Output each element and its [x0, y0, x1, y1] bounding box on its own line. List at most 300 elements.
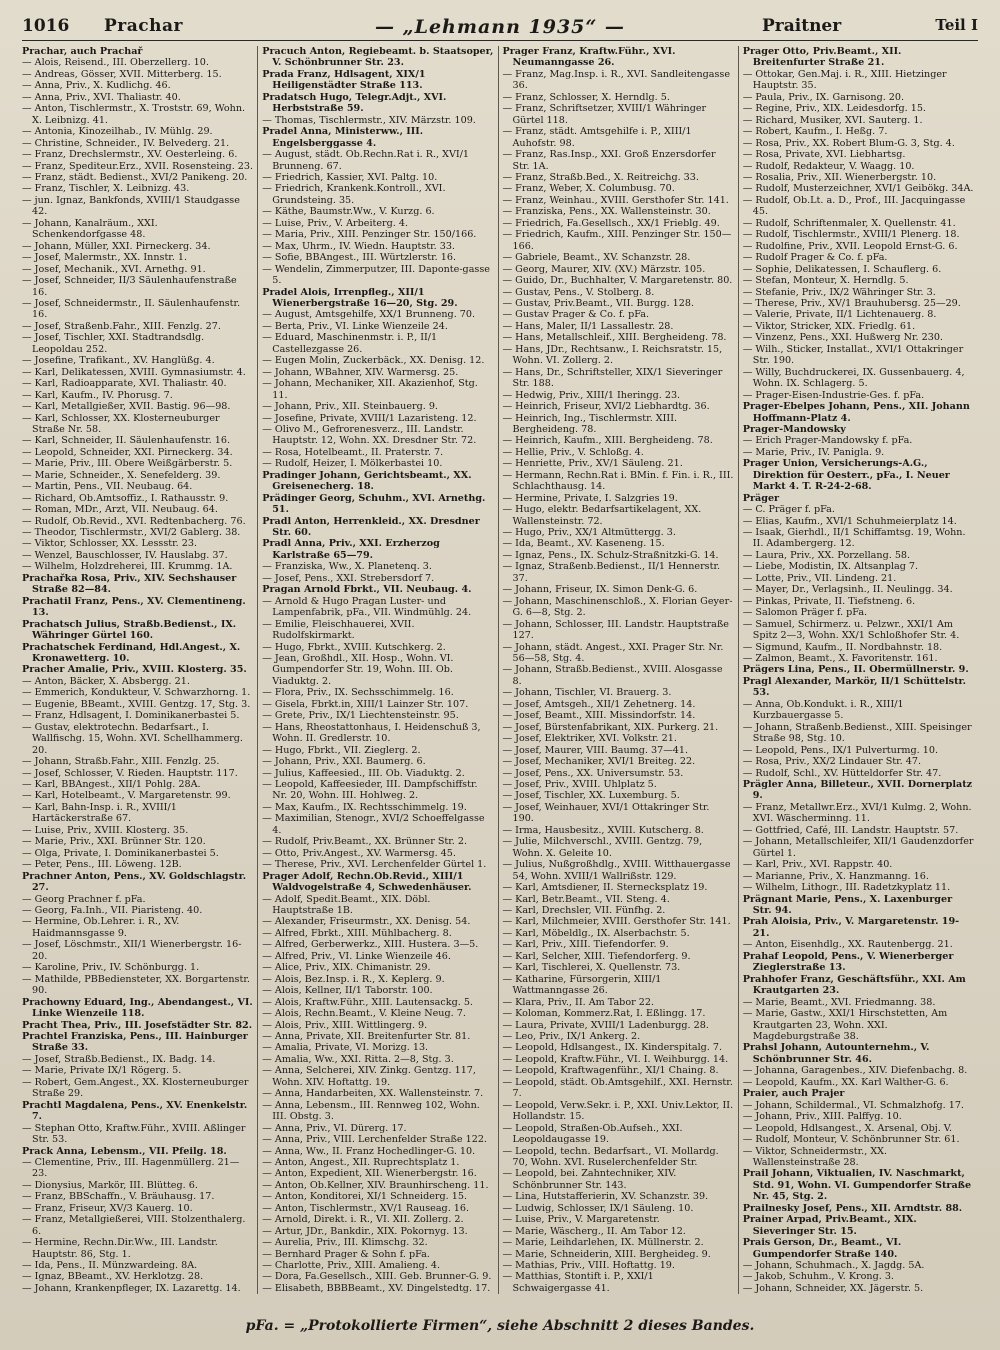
directory-entry: — Erich Prager-Mandowsky f. pFa. — [743, 435, 974, 446]
directory-entry: — Richard, Musiker, XVI. Sauterg. 1. — [743, 115, 974, 126]
directory-entry: — Hugo, Fbrkt., XVIII. Kutschkerg. 2. — [262, 642, 493, 653]
directory-entry: — Franz, BBSchaffn., V. Bräuhausg. 17. — [22, 1191, 253, 1202]
directory-entry: — Josef, Pens., XXI. Strebersdorf 7. — [262, 573, 493, 584]
directory-entry: — Johanna, Garagenbes., XIV. Diefenbachg. 8. — [743, 1065, 974, 1076]
directory-entry: — Hellie, Priv., V. Schloßg. 4. — [503, 447, 734, 458]
surname-entry: Pradatsch Hugo, Telegr.Adjt., XVI. Herbststraße 59. — [262, 91, 447, 115]
directory-entry: — Gustav Prager & Co. f. pFa. — [503, 309, 734, 320]
directory-entry: — Eduard, Maschinenmstr. i. P., II/1 Castellezgasse 26. — [262, 332, 493, 355]
directory-entry: — Pinkas, Private, II. Tiefstneng. 6. — [743, 596, 974, 607]
directory-entry: — Johann, Schneider, XX. Jägerstr. 5. — [743, 1283, 974, 1294]
directory-entry: — Alfred, Fbrkt., XIII. Mühlbacherg. 8. — [262, 928, 493, 939]
entry-columns — [22, 46, 978, 1294]
directory-entry: — Sigmund, Kaufm., II. Nordbahnstr. 18. — [743, 642, 974, 653]
directory-entry: — Josef, Schneidermstr., II. Säulenhaufenstr. 16. — [22, 298, 253, 321]
directory-entry: — Anton, Konditorei, XI/1 Schneiderg. 15. — [262, 1191, 493, 1202]
directory-entry: — Max, Kaufm., IX. Rechtsschimmelg. 19. — [262, 802, 493, 813]
directory-entry: — Alice, Priv., XIX. Chimanistr. 29. — [262, 962, 493, 973]
header-title: — „Lehmann 1935“ — — [375, 16, 625, 38]
directory-entry: — Friedrich, Kaufm., XIII. Penzinger Str. 150—166. — [503, 229, 734, 252]
directory-entry: — Johann, Krankenpfleger, IX. Lazarettg. 14. — [22, 1283, 253, 1294]
directory-entry: — Roman, MDr., Arzt, VII. Neubaug. 64. — [22, 504, 253, 515]
directory-entry: — Karl, Metallgießer, XVII. Bastig. 96—98. — [22, 401, 253, 412]
directory-entry: — Max, Uhrm., IV. Wiedn. Hauptstr. 33. — [262, 241, 493, 252]
directory-entry: — Anton, Bäcker, X. Absbergg. 21. — [22, 676, 253, 687]
directory-entry: — Ida, Pens., II. Münzwardeing. 8A. — [22, 1260, 253, 1271]
directory-entry: — Heinrich, Kaufm., XIII. Bergheideng. 78. — [503, 435, 734, 446]
directory-entry: — Franz, Mag.Insp. i. R., XVI. Sandleitengasse 36. — [503, 69, 734, 92]
directory-entry: — Katharine, Fürsorgerin, XIII/1 Wattmanngasse 26. — [503, 974, 734, 997]
directory-entry: — Viktor, Stricker, XIX. Friedlg. 61. — [743, 321, 974, 332]
directory-entry: — Johann, Kanalräum., XXI. Schenkendorfgasse 48. — [22, 218, 253, 241]
directory-entry: — Franz, Schlosser, X. Herndlg. 5. — [503, 92, 734, 103]
directory-entry: — Viktor, Schneidermstr., XX. Wallensteinstraße 28. — [743, 1146, 974, 1169]
directory-entry: — Richard, Ob.Amtsoffiz., I. Rathausstr. 9. — [22, 493, 253, 504]
directory-entry: — Franz, Metallwr.Erz., XVI/1 Kulmg. 2, Wohn. XVI. Wäscherminng. 11. — [743, 802, 974, 825]
directory-entry: — Olivo M., Gefrorenesverz., III. Landstr. Hauptstr. 12, Wohn. XX. Dresdner Str. 72. — [262, 424, 493, 447]
directory-entry: — Hermine, Private, I. Salzgries 19. — [503, 493, 734, 504]
directory-entry: — Anton, Expedient, XII. Wienerbergstr. 16. — [262, 1168, 493, 1179]
directory-entry: — Heinrich, Friseur, XVI/2 Liebhardtg. 36. — [503, 401, 734, 412]
directory-entry: — Martin, Pens., VII. Neubaug. 64. — [22, 481, 253, 492]
directory-entry: — Johann, Priv., XIII. Palffyg. 10. — [743, 1111, 974, 1122]
directory-entry: — Andreas, Gösser, XVII. Mitterberg. 15. — [22, 69, 253, 80]
directory-entry: — Marie, Schneiderin, XIII. Bergheideg. 9. — [503, 1249, 734, 1260]
directory-entry: — Hermann, Rechn.Rat i. BMin. f. Fin. i. R., III. Schlachthausg. 14. — [503, 470, 734, 493]
directory-entry: — Rudolf, Ob.Revid., XVI. Redtenbacherg. 76. — [22, 516, 253, 527]
directory-entry: — Leopold, Kaufm., XX. Karl Walther-G. 6. — [743, 1077, 974, 1088]
surname-entry: Prah Aloisia, Priv., V. Margaretenstr. 19-21. — [742, 916, 960, 939]
directory-entry: — Gustav, Priv.Beamt., VII. Burgg. 128. — [503, 298, 734, 309]
directory-entry: — Stefanie, Priv., IX/2 Währinger Str. 3. — [743, 287, 974, 298]
directory-entry: — Anna, Priv., X. Kudlichg. 46. — [22, 80, 253, 91]
directory-entry: — Hermine, Rechn.Dir.Ww., III. Landstr. Hauptstr. 86, Stg. 1. — [22, 1237, 253, 1260]
surname-entry: Prachatil Franz, Pens., XV. Clementineng. 13. — [22, 595, 246, 619]
surname-entry: Pragl Alexander, Markör, II/1 Schüttelstr. 53. — [742, 675, 967, 699]
header-first-entry: Prachar — [104, 16, 183, 36]
directory-entry: — Artur, JDr., Bankdir., XIX. Pokornyg. 13. — [262, 1226, 493, 1237]
directory-entry: — Johann, Friseur, IX. Simon Denk-G. 6. — [503, 584, 734, 595]
directory-entry: — Peter, Pens., III. Löweng. 12B. — [22, 859, 253, 870]
directory-entry: — Rudolf, Heizer, I. Mölkerbastei 10. — [262, 458, 493, 469]
directory-entry: — Josef, Löschmstr., XII/1 Wienerbergstr. 16-20. — [22, 939, 253, 962]
directory-entry: — Johann, Mechaniker, XII. Akazienhof, Stg. 11. — [262, 378, 493, 401]
directory-entry: — Johann, WBahner, XIV. Warmersg. 25. — [262, 367, 493, 378]
directory-entry: — C. Präger f. pFa. — [743, 504, 974, 515]
directory-entry: — Marie, Gastw., XXI/1 Hirschstetten, Am Krautgarten 23, Wohn. XXI. Magdeburgstraße 38. — [743, 1008, 974, 1042]
directory-entry: — Friedrich, Fa.Gesellsch., XX/1 Frieblg. 49. — [503, 218, 734, 229]
directory-entry: — Leopold, Schneider, XXI. Pirneckerg. 34. — [22, 447, 253, 458]
directory-entry: — Rudolf, Priv.Beamt., XX. Brünner Str. 2. — [262, 836, 493, 847]
directory-entry: — Stephan Otto, Kraftw.Führ., XVIII. Aßlinger Str. 53. — [22, 1123, 253, 1146]
directory-entry: — Jakob, Schuhm., V. Krong. 3. — [743, 1271, 974, 1282]
directory-entry: — Wenzel, Bauschlosser, IV. Hauslabg. 37. — [22, 550, 253, 561]
directory-entry: — Alois, Bez.Insp. i. R., X. Keplerg. 9. — [262, 974, 493, 985]
directory-entry: — Josef, Mechanik., XVI. Arnethg. 91. — [22, 264, 253, 275]
directory-entry: — Hedwig, Priv., XIII/1 Iheringg. 23. — [503, 390, 734, 401]
directory-entry: — Leo, Priv., IX/1 Ankerg. 2. — [503, 1031, 734, 1042]
directory-entry: — Rosalia, Priv., XII. Wienerbergstr. 10. — [743, 172, 974, 183]
directory-entry: — Johann, Priv., XII. Steinbauerg. 9. — [262, 401, 493, 412]
directory-entry: — Samuel, Schirmerz. u. Pelzwr., XXI/1 Am Spitz 2—3, Wohn. XX/1 Schloßhofer Str. 4. — [743, 619, 974, 642]
directory-entry: — Anna, Priv., VIII. Lerchenfelder Straße 122. — [262, 1134, 493, 1145]
directory-entry: — Christine, Schneider., IV. Belvederg. 21. — [22, 138, 253, 149]
directory-entry: — Karl, Priv., XVI. Rappstr. 40. — [743, 859, 974, 870]
surname-entry: Prahaf Leopold, Pens., V. Wienerberger Zieglerstraße 13. — [742, 950, 954, 974]
directory-entry: — Luise, Priv., V. Margaretenstr. — [503, 1214, 734, 1225]
header-last-entry: Praitner — [762, 16, 842, 36]
directory-entry: — Rosa, Priv., XX/2 Lindauer Str. 47. — [743, 756, 974, 767]
directory-entry: — Elisabeth, BBBBeamt., XV. Dingelstedtg. 17. — [262, 1283, 493, 1294]
directory-entry: — Franz, Schriftsetzer, XVIII/1 Währinger Gürtel 118. — [503, 103, 734, 126]
directory-entry: — Franziska, Ww., X. Planetenq. 3. — [262, 561, 493, 572]
directory-entry: — Karl, Schneider, II. Säulenhaufenstr. 16. — [22, 435, 253, 446]
directory-entry: — Friedrich, Krankenk.Kontroll., XVI. Grundsteing. 35. — [262, 183, 493, 206]
directory-entry: — Karl, BBAngest., XII/1 Pohlg. 28A. — [22, 779, 253, 790]
surname-entry: Prachtl Magdalena, Pens., XV. Enenkelstr. 7. — [22, 1099, 248, 1123]
directory-entry: — Franz, städt. Bedienst., XVI/2 Panikeng. 20. — [22, 172, 253, 183]
directory-entry: — Alois, Rechn.Beamt., V. Kleine Neug. 7. — [262, 1008, 493, 1019]
directory-entry: — August, städt. Ob.Rechn.Rat i. R., XVI/1 Brunneng. 67. — [262, 149, 493, 172]
surname-entry: Prais Gerson, Dr., Beamt., VI. Gumpendorfer Straße 140. — [742, 1237, 902, 1260]
directory-entry: — Vinzenz, Pens., XXI. Hußwerg Nr. 230. — [743, 332, 974, 343]
directory-entry: — Anna, Ww., II. Franz Hochedlinger-G. 10. — [262, 1146, 493, 1157]
directory-entry: — Alois, Priv., XIII. Wittlingerg. 9. — [262, 1020, 493, 1031]
surname-entry: Prager Otto, Priv.Beamt., XII. Breitenfurter Straße 21. — [742, 46, 902, 69]
directory-entry: — Anton, Tischlermstr., XV/1 Rauseag. 16. — [262, 1203, 493, 1214]
directory-entry: — Maximilian, Stenogr., XVI/2 Schoeffelgasse 4. — [262, 813, 493, 836]
directory-entry: — Karl, Amtsdiener, II. Sternecksplatz 19. — [503, 882, 734, 893]
directory-entry: — Heinrich, Ing., Tischlermstr. XIII. Bergheideng. 78. — [503, 413, 734, 436]
directory-entry: — Käthe, Baumstr.Ww., V. Kurzg. 6. — [262, 206, 493, 217]
directory-entry: — Franz, städt. Amtsgehilfe i. P., XIII/1 Auhofstr. 98. — [503, 126, 734, 149]
surname-entry: Prager Franz, Kraftw.Führ., XVI. Neumanngasse 26. — [502, 46, 676, 69]
directory-entry: — Josef, Beamt., XIII. Missindorfstr. 14. — [503, 710, 734, 721]
directory-entry: — Franz, Friseur, XV/3 Kauerg. 10. — [22, 1203, 253, 1214]
directory-entry: — Irma, Hausbesitz., XVIII. Kutscherg. 8. — [503, 825, 734, 836]
page-header — [22, 14, 978, 41]
directory-entry: — Wilhelm, Holzdreherei, III. Krummg. 1A. — [22, 561, 253, 572]
directory-entry: — Leopold, Straßen-Ob.Aufseh., XXI. Leopoldaugasse 19. — [503, 1123, 734, 1146]
directory-entry: — Johann, Straßb.Bedienst., XVIII. Alosgasse 8. — [503, 664, 734, 687]
directory-entry: — Alois, Kellner, II/1 Taborstr. 100. — [262, 985, 493, 996]
directory-entry: — Josef, Priv., XVIII. Uhlplatz 5. — [503, 779, 734, 790]
directory-entry: — Sophie, Delikatessen, I. Schauflerg. 6. — [743, 264, 974, 275]
directory-entry: — Johann, Metallschleifer, XII/1 Gaudenzdorfer Gürtel 1. — [743, 836, 974, 859]
directory-entry: — Hermine, Ob.Lehrer. i. R., XV. Haidmannsgasse 9. — [22, 916, 253, 939]
directory-entry: — Josef, Straßenb.Fahr., XIII. Fenzlg. 27. — [22, 321, 253, 332]
directory-entry: — Marie, Leihdarlehen, IX. Müllnerstr. 2. — [503, 1237, 734, 1248]
directory-entry: — Franz, Weinhau., XVIII. Gersthofer Str. 141. — [503, 195, 734, 206]
directory-entry: — Hugo, Priv., XX/1 Altmüttergg. 3. — [503, 527, 734, 538]
directory-entry: — Anna, Private, XII. Breitenfurter Str. 81. — [262, 1031, 493, 1042]
surname-entry: Pradinger Johann, Gerichtsbeamt., XX. Greisenecherg. 18. — [262, 469, 472, 493]
surname-entry: Prägers Lina, Pens., II. Obermüllnerstr. 9. — [742, 664, 969, 676]
directory-entry: — Johann, Straßb.Fahr., XIII. Fenzlg. 25. — [22, 756, 253, 767]
directory-entry: — Marianne, Priv., X. Hanzmanng. 16. — [743, 871, 974, 882]
directory-entry: — Liebe, Modistin, IX. Altsanplag 7. — [743, 561, 974, 572]
directory-entry: — Lotte, Priv., VII. Lindeng. 21. — [743, 573, 974, 584]
directory-entry: — Arnold, Direkt. i. R., VI. XII. Zollerg. 2. — [262, 1214, 493, 1225]
directory-entry: — Emmerich, Kondukteur, V. Schwarzhorng. 1. — [22, 687, 253, 698]
directory-entry: — Viktor, Schlosser, XX. Lessstr. 23. — [22, 538, 253, 549]
directory-entry: — Josef, Tischler, XXI. Stadtrandsdlg. Leopoldau 252. — [22, 332, 253, 355]
surname-entry: Pradel Alois, Irrenpfleg., XII/1 Wienerbergstraße 16—20, Stg. 29. — [262, 286, 458, 309]
directory-entry: — Henriette, Priv., XV/1 Säuleng. 21. — [503, 458, 734, 469]
directory-entry: — Josefine, Private, XVIII/1 Lazaristeng. 12. — [262, 413, 493, 424]
directory-entry: — Matthias, Stontift i. P., XXI/1 Schwaigergasse 41. — [503, 1271, 734, 1294]
directory-entry: — Theodor, Tischlermstr., XVI/2 Gablerg. 38. — [22, 527, 253, 538]
directory-entry: — Luise, Priv., XVIII. Klosterg. 35. — [22, 825, 253, 836]
directory-entry: — Anton, Tischlermstr., X. Troststr. 69, Wohn. X. Leibnizg. 41. — [22, 103, 253, 126]
surname-entry: Pragan Arnold Fbrkt., VII. Neubaug. 4. — [262, 584, 472, 596]
directory-entry: — Alois, Kraftw.Führ., XIII. Lautensackg. 5. — [262, 997, 493, 1008]
directory-entry: — Josef, Amtsgeh., XII/1 Zehetnerg. 14. — [503, 699, 734, 710]
directory-entry: — Karl, Priv., XIII. Tiefendorfer. 9. — [503, 939, 734, 950]
directory-entry: — Anna, Handarbeiten, XX. Wallensteinstr. 7. — [262, 1088, 493, 1099]
directory-entry: — Anna, Lebensm., III. Rennweg 102, Wohn. III. Obstg. 3. — [262, 1100, 493, 1123]
directory-entry: — Julie, Milchverschl., XVIII. Gentzg. 79, Wohn. X. Geleite 10. — [503, 836, 734, 859]
directory-entry: — Rudolf, Tischlermstr., XVIII/1 Plenerg. 18. — [743, 229, 974, 240]
directory-entry: — Rosa, Hotelbeamt., II. Praterstr. 7. — [262, 447, 493, 458]
directory-entry: — Hugo, Fbrkt., VII. Zieglerg. 2. — [262, 745, 493, 756]
surname-entry: Prachner Anton, Pens., XV. Goldschlagstr. 27. — [22, 870, 247, 894]
directory-entry: — Clementine, Priv., III. Hagenmüllerg. 21—23. — [22, 1157, 253, 1180]
directory-entry: — Guido, Dr., Buchhalter, V. Margaretenstr. 80. — [503, 275, 734, 286]
directory-entry: — Franz, Tischler, X. Leibnizg. 43. — [22, 183, 253, 194]
directory-entry: — Josef, Malermstr., XX. Innstr. 1. — [22, 252, 253, 263]
surname-entry: Prager Adolf, Rechn.Ob.Revid., XIII/1 Waldvogelstraße 4, Schwedenhäuser. — [262, 870, 472, 894]
directory-entry: — Johann, städt. Angest., XXI. Prager Str. Nr. 56—58, Stg. 4. — [503, 642, 734, 665]
directory-entry: — Otto, Priv.Angest., XV. Warmersg. 45. — [262, 848, 493, 859]
directory-entry: — Hugo, elektr. Bedarfsartikelagent, XX. Wallensteinstr. 72. — [503, 504, 734, 527]
directory-entry: — Anna, Ob.Kondukt. i. R., XIII/1 Kurzbauergasse 5. — [743, 699, 974, 722]
directory-entry: — Johann, Schlosser, III. Landstr. Hauptstraße 127. — [503, 619, 734, 642]
directory-entry: — Karoline, Priv., IV. Schönburgg. 1. — [22, 962, 253, 973]
directory-entry: — Olga, Private, I. Dominikanerbastei 5. — [22, 848, 253, 859]
directory-entry: — Emilie, Fleischhauerei, XVII. Rudolfskirmarkt. — [262, 619, 493, 642]
directory-entry: — Josef, Schlosser, V. Rieden. Hauptstr. 117. — [22, 768, 253, 779]
surname-entry: Pracuch Anton, Regiebeamt. b. Staatsoper, V. Schönbrunner Str. 23. — [262, 46, 494, 69]
directory-entry: — Ignaz, Straßenb.Bedienst., II/1 Hennerstr. 37. — [503, 561, 734, 584]
directory-entry: — Johann, Priv., XXI. Baumerg. 6. — [262, 756, 493, 767]
surname-entry: Prager-Ebelpes Johann, Pens., XII. Johann Hoffmann-Platz 4. — [742, 401, 970, 424]
surname-entry: Pradl Anton, Herrenkleid., XX. Dresdner Str. 60. — [262, 515, 480, 539]
directory-entry: — Rudolf, Monteur, V. Schönbrunner Str. 61. — [743, 1134, 974, 1145]
directory-entry: — Rudolf, Musterzeichner, XVI/1 Geibökg. 34A. — [743, 183, 974, 194]
directory-entry: — Marie, Priv., IV. Panigla. 9. — [743, 447, 974, 458]
directory-entry: — Eugenie, BBeamt., XVIII. Gentzg. 17, Stg. 3. — [22, 699, 253, 710]
directory-entry: — Aurelia, Priv., III. Klimschg. 32. — [262, 1237, 493, 1248]
directory-entry: — Josefine, Trafikant., XV. Hanglüßg. 4. — [22, 355, 253, 366]
page-footer: pFa. = „Protokollierte Firmen“, siehe Abschnitt 2 dieses Bandes. — [245, 1318, 755, 1334]
directory-entry: — Johann, Müller, XXI. Pirneckerg. 34. — [22, 241, 253, 252]
directory-entry: — Klara, Priv., II. Am Tabor 22. — [503, 997, 734, 1008]
directory-entry: — Robert, Kaufm., I. Heßg. 7. — [743, 126, 974, 137]
directory-entry: — Franz, Ras.Insp., XXI. Groß Enzersdorfer Str. 1A. — [503, 149, 734, 172]
directory-entry: — Gabriele, Beamt., XV. Schanzstr. 28. — [503, 252, 734, 263]
directory-entry: — Hans, Rheostattonhaus, I. Heidenschuß 3, Wohn. II. Gredlerstr. 10. — [262, 722, 493, 745]
directory-entry: — Anton, Eisenhdlg., XX. Rautenbergg. 21. — [743, 939, 974, 950]
directory-entry: — Marie, Private IX/1 Rögerg. 5. — [22, 1065, 253, 1076]
directory-entry: — Marie, Priv., XXI. Brünner Str. 120. — [22, 836, 253, 847]
directory-entry: — Valerie, Private, II/1 Lichtenauerg. 8. — [743, 309, 974, 320]
directory-entry: — Georg, Maurer, XIV. (XV.) Märzstr. 105. — [503, 264, 734, 275]
surname-entry: Prägler Anna, Billeteur., XVII. Dornerplatz 9. — [742, 779, 973, 802]
directory-entry: — Salomon Präger f. pFa. — [743, 607, 974, 618]
directory-entry: — Anton, Angest., XII. Ruprechtsplatz 1. — [262, 1157, 493, 1168]
directory-entry: — Karl, Selcher, XIII. Tiefendorferg. 9. — [503, 951, 734, 962]
surname-entry: Praier, auch Prajer — [742, 1088, 845, 1100]
directory-entry: — Jean, Großhdl., XII. Hosp., Wohn. VI. Gumpendorfer Str. 19, Wohn. III. Ob. Viaduktg. 2. — [262, 653, 493, 687]
directory-entry: — Therese, Priv., XVI. Lerchenfelder Gürtel 1. — [262, 859, 493, 870]
directory-entry: — Laura, Private, XVIII/1 Ladenburgg. 28. — [503, 1020, 734, 1031]
directory-entry: — Wilh., Sticker, Installat., XVI/1 Ottakringer Str. 190. — [743, 344, 974, 367]
surname-entry: Prachatschek Ferdinand, Hdl.Angest., X. Kronawetterg. 10. — [22, 641, 241, 665]
directory-entry: — Hans, JDr., Rechtsanw., I. Reichsratstr. 15, Wohn. VI. Zollerg. 2. — [503, 344, 734, 367]
directory-entry: — Leopold, Kraftwagenführ., XI/1 Chaing. 8. — [503, 1065, 734, 1076]
directory-entry: — Friedrich, Kassier, XVI. Paltg. 10. — [262, 172, 493, 183]
directory-entry: — Rudolf, Ob.Lt. a. D., Prof., III. Jacquingasse 45. — [743, 195, 974, 218]
surname-entry: Prack Anna, Lebensm., VII. Pfeilg. 18. — [22, 1145, 227, 1157]
column-2 — [257, 46, 497, 1294]
directory-entry: — Alois, Reisend., III. Oberzellerg. 10. — [22, 57, 253, 68]
directory-entry: — Leopold, städt. Ob.Amtsgehilf., XXI. Hernstr. 7. — [503, 1077, 734, 1100]
directory-entry: — Franziska, Pens., XX. Wallensteinstr. 30. — [503, 206, 734, 217]
surname-entry: Präger — [742, 492, 780, 504]
directory-entry: — Karl, Hotelbeamt., V. Margaretenstr. 99. — [22, 790, 253, 801]
directory-entry: — Marie, Beamt., XVI. Friedmanng. 38. — [743, 997, 974, 1008]
directory-entry: — Luise, Priv., V. Arbeiterg. 4. — [262, 218, 493, 229]
surname-entry: Prachar, auch Prachař — [22, 46, 143, 57]
directory-entry: — Paula, Priv., IX. Garnisong. 20. — [743, 92, 974, 103]
directory-entry: — Rudolf, Schriftenmaler, X. Quellenstr. 41. — [743, 218, 974, 229]
surname-entry: Prachatsch Julius, Straßb.Bedienst., IX. Währinger Gürtel 160. — [22, 618, 237, 642]
directory-entry: — Elias, Kaufm., XVI/1 Schuhmeierplatz 14. — [743, 516, 974, 527]
directory-entry: — Amalia, Ww., XXI. Ritta. 2—8, Stg. 3. — [262, 1054, 493, 1065]
directory-entry: — Leopold, techn. Bedarfsart., VI. Mollardg. 70, Wohn. XVI. Ruselerchenfelder Str. — [503, 1146, 734, 1169]
directory-entry: — Josef, Pens., XX. Universumstr. 53. — [503, 768, 734, 779]
surname-entry: Prädinger Georg, Schuhm., XVI. Arnethg. 51. — [262, 492, 486, 516]
directory-entry: — Franz, Weber, X. Columbusg. 70. — [503, 183, 734, 194]
directory-entry: — Johann, Straßenb.Bedienst., XIII. Speisinger Straße 98, Stg. 10. — [743, 722, 974, 745]
directory-entry: — Anna, Priv., XVI. Thaliastr. 40. — [22, 92, 253, 103]
column-3 — [498, 46, 738, 1294]
directory-entry: — Rudolf, Redakteur, V. Waagg. 10. — [743, 161, 974, 172]
directory-entry: — Rosa, Private, XVI. Liebhartsg. — [743, 149, 974, 160]
directory-entry: — Gisela, Fbrkt.in, XIII/1 Lainzer Str. 107. — [262, 699, 493, 710]
directory-entry: — Gustav, elektrotechn. Bedarfsart., I. Wallfischg. 15, Wohn. XVI. Schellhammerg. 20. — [22, 722, 253, 756]
directory-entry: — Leopold, bei. Zahntechniker, XIV. Schönbrunner Str. 143. — [503, 1168, 734, 1191]
directory-entry: — Marie, Schneider., X. Senefelderg. 39. — [22, 470, 253, 481]
directory-entry: — Anna, Priv., VI. Dürerg. 17. — [262, 1123, 493, 1134]
directory-entry: — Wendelin, Zimmerputzer, III. Daponte-gasse 5. — [262, 264, 493, 287]
directory-entry: — Rudolf Prager & Co. f. pFa. — [743, 252, 974, 263]
directory-entry: — Amalia, Private, VI. Morizg. 13. — [262, 1042, 493, 1053]
directory-entry: — Karl, Betr.Beamt., VII. Steng. 4. — [503, 894, 734, 905]
directory-entry: — Franz, Hdlsagent, I. Dominikanerbastei 5. — [22, 710, 253, 721]
directory-entry: — Hans, Metallschleif., XIII. Bergheideng. 78. — [503, 332, 734, 343]
directory-entry: — Josef, Schneider, II/3 Säulenhaufenstraße 16. — [22, 275, 253, 298]
directory-entry: — Johann, Schuhmach., X. Jagdg. 5A. — [743, 1260, 974, 1271]
directory-entry: — Josef, Weinhauer, XVI/1 Ottakringer Str. 190. — [503, 802, 734, 825]
directory-entry: — Charlotte, Priv., XIII. Amalieng. 4. — [262, 1260, 493, 1271]
directory-entry: — Karl, Drechsler, VII. Fünfhg. 2. — [503, 905, 734, 916]
directory-entry: — Ignaz, Pens., IX. Schulz-Straßnitzki-G. 14. — [503, 550, 734, 561]
directory-entry: — Marie, Priv., III. Obere Weißgärberstr. 5. — [22, 458, 253, 469]
directory-entry: — Karl, Tischlerei, X. Quellenstr. 73. — [503, 962, 734, 973]
surname-entry: Pradl Anna, Priv., XXI. Erzherzog Karlstraße 65—79. — [262, 538, 440, 561]
surname-entry: Prägnant Marie, Pens., X. Laxenburger Str. 94. — [742, 893, 953, 916]
directory-entry: — Alexander, Friseurmstr., XX. Denisg. 54. — [262, 916, 493, 927]
directory-entry: — Josef, Maurer, VIII. Baumg. 37—41. — [503, 745, 734, 756]
directory-entry: — Georg Prachner f. pFa. — [22, 894, 253, 905]
surname-entry: Prager Union, Versicherungs-A.G., Direktion für Oesterr., pFa., I. Neuer Markt 4. T. R-24-2-68. — [742, 458, 950, 493]
directory-entry: — Regine, Priv., XIX. Leidesdorfg. 15. — [743, 103, 974, 114]
directory-entry: — Julius, Nußgroßhdlg., XVIII. Witthauergasse 54, Wohn. XVIII/1 Wallrißstr. 129. — [503, 859, 734, 882]
directory-entry: — Franz, Drechslermstr., XV. Oesterleing. 6. — [22, 149, 253, 160]
directory-entry: — Ida, Beamt., XV. Kaseneng. 15. — [503, 538, 734, 549]
directory-entry: — Mathias, Priv., VIII. Hoftattg. 19. — [503, 1260, 734, 1271]
directory-entry: — Hans, Maler, II/1 Lassallestr. 28. — [503, 321, 734, 332]
directory-entry: — Gustav, Pens., V. Stolberg. 8. — [503, 287, 734, 298]
directory-entry: — Rudolfine, Priv., XVII. Leopold Ernst-G. 6. — [743, 241, 974, 252]
surname-entry: Pracher Amalie, Priv., XVIII. Klosterg. 35. — [22, 664, 247, 676]
directory-entry: — Laura, Priv., XX. Porzellang. 58. — [743, 550, 974, 561]
directory-entry: — Leopold, Kraftw.Führ., VI. I. Weihburgg. 14. — [503, 1054, 734, 1065]
surname-entry: Prahhofer Franz, Geschäftsführ., XXI. Am Krautgarten 23. — [742, 973, 966, 997]
directory-entry: — Karl, Möbeldlg., IX. Alserbachstr. 5. — [503, 928, 734, 939]
directory-entry: — Josef, Tischler, XX. Luxemburg. 5. — [503, 790, 734, 801]
directory-entry: — Adolf, Spedit.Beamt., XIX. Döbl. Hauptstraße 1B. — [262, 894, 493, 917]
directory-entry: — Karl, Kaufm., IV. Phorusg. 7. — [22, 390, 253, 401]
directory-entry: — Bernhard Prager & Sohn f. pFa. — [262, 1249, 493, 1260]
directory-entry: — Zalmon, Beamt., X. Favoritenstr. 161. — [743, 653, 974, 664]
directory-entry: — Alfred, Priv., VI. Linke Wienzeile 46. — [262, 951, 493, 962]
directory-entry: — Karl, Radioapparate, XVI. Thaliastr. 40. — [22, 378, 253, 389]
directory-entry: — Karl, Milchmeier, XVIII. Gersthofer Str. 141. — [503, 916, 734, 927]
directory-entry: — Rudolf, Schl., XV. Hütteldorfer Str. 47. — [743, 768, 974, 779]
directory-entry: — Karl, Delikatessen, XVIII. Gymnasiumstr. 4. — [22, 367, 253, 378]
directory-entry: — Alfred, Gerberwerkz., XIII. Hustera. 3—5. — [262, 939, 493, 950]
directory-entry: — Prager-Eisen-Industrie-Ges. f. pFa. — [743, 390, 974, 401]
directory-entry: — Leopold, Hdlsangest., X. Arsenal, Obj. V. — [743, 1123, 974, 1134]
directory-entry: — Johann, Schildermal., VI. Schmalzhofg. 17. — [743, 1100, 974, 1111]
directory-entry: — Ottokar, Gen.Maj. i. R., XIII. Hietzinger Hauptstr. 35. — [743, 69, 974, 92]
surname-entry: Prager-Mandowsky — [742, 423, 846, 435]
directory-entry: — Josef, Mechaniker, XVI/1 Breiteg. 22. — [503, 756, 734, 767]
column-1 — [22, 46, 257, 1294]
directory-entry: — Koloman, Kommerz.Rat, I. Eßlingg. 17. — [503, 1008, 734, 1019]
directory-entry: — Isaak, Gierhdl., II/1 Schiffamtsg. 19, Wohn. II. Adambergerg. 12. — [743, 527, 974, 550]
directory-entry: — Franz, Spediteur.Erz., XVII. Rosensteing. 23. — [22, 161, 253, 172]
directory-entry: — Georg, Fa.Inh., VII. Piaristeng. 40. — [22, 905, 253, 916]
directory-entry: — Anna, Selcherei, XIV. Zinkg. Gentzg. 117, Wohn. XIV. Hoftattg. 19. — [262, 1065, 493, 1088]
directory-entry: — Stefan, Monteur, X. Herndlg. 5. — [743, 275, 974, 286]
directory-entry: — Grete, Priv., IX/1 Liechtensteinstr. 95. — [262, 710, 493, 721]
directory-entry: — Therese, Priv., XV/1 Brauhubersg. 25—29. — [743, 298, 974, 309]
directory-entry: — Marie, Wäscherg., II. Am Tabor 12. — [503, 1226, 734, 1237]
directory-entry: — Dionysius, Markör, III. Blütteg. 6. — [22, 1180, 253, 1191]
directory-entry: — Eugen Molin, Zuckerbäck., XX. Denisg. 12. — [262, 355, 493, 366]
directory-entry: — Maria, Priv., XIII. Penzinger Str. 150/166. — [262, 229, 493, 240]
directory-entry: — Sofie, BBAngest., III. Würtzlerstr. 16. — [262, 252, 493, 263]
directory-entry: — Leopold, Pens., IX/1 Pulverturmg. 10. — [743, 745, 974, 756]
directory-entry: — Robert, Gem.Angest., XX. Klosterneuburger Straße 29. — [22, 1077, 253, 1100]
directory-entry: — Ludwig, Schlosser, IX/1 Säuleng. 10. — [503, 1203, 734, 1214]
surname-entry: Prahsl Johann, Autounternehm., V. Schönbrunner Str. 46. — [742, 1042, 930, 1065]
directory-entry: — Willy, Buchdruckerei, IX. Gussenbauerg. 4, Wohn. IX. Schlagerg. 5. — [743, 367, 974, 390]
